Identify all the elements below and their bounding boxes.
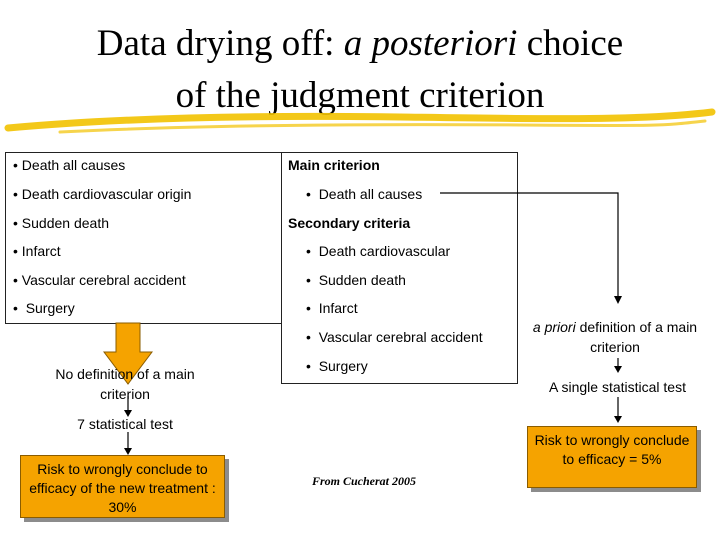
citation: From Cucherat 2005 [312,474,417,488]
risk-5-box: Risk to wrongly conclude to efficacy = 5% [527,426,697,488]
title-tail: choice [526,23,624,64]
seven-tests-text: 7 statistical test [77,416,173,432]
secondary-item-5: • Surgery [306,358,368,374]
secondary-item-1: • Death cardiovascular [306,243,451,259]
left-item-5: • Vascular cerebral accident [13,272,186,288]
left-item-4: • Infarct [13,243,61,259]
secondary-item-3: • Infarct [306,300,358,316]
secondary-criteria-heading: Secondary criteria [288,215,411,231]
no-definition-text: No definition of a main criterion [55,366,195,402]
left-item-1: • Death all causes [13,157,126,173]
main-item-1: • Death all causes [306,186,423,202]
left-item-3: • Sudden death [13,215,109,231]
a-priori-text: a priori definition of a main criterion [532,319,698,355]
secondary-item-2: • Sudden death [306,272,406,288]
left-item-2: • Death cardiovascular origin [13,186,192,202]
single-test-text: A single statistical test [549,379,686,395]
secondary-item-4: • Vascular cerebral accident [306,329,483,345]
main-criterion-heading: Main criterion [288,157,380,173]
title-italic: a posteriori [343,23,518,64]
title-line-2: of the judgment criterion [175,75,545,116]
left-item-6: • Surgery [13,300,75,316]
risk-30-box: Risk to wrongly conclude to efficacy of the new treatment : 30% [20,455,225,518]
title-plain: Data drying off: [96,23,335,64]
